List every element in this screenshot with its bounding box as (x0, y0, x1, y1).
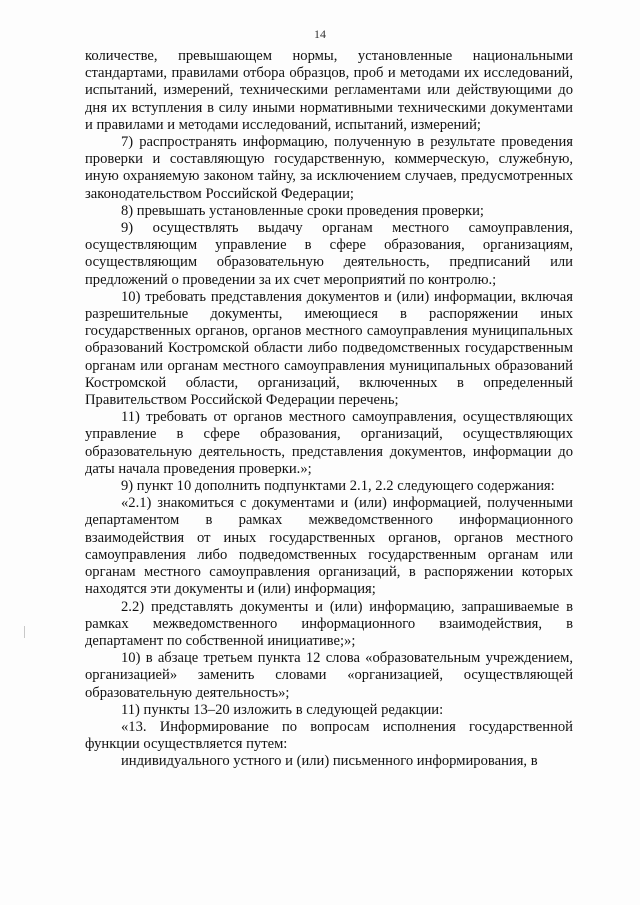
page-number: 14 (314, 27, 326, 41)
paragraph: 10) требовать представления документов и (или) информации, включая разрешительные документы, имеющиеся в распоряжении иных государственных органов, органов местного самоуправления муниципальных образований Костромской области либо подведомственных государственным органам или органам местного самоуправления муниципальных образований Костромской области, организаций, включенных в определенный Правительством Российской Федерации перечень; (85, 288, 573, 409)
paragraph: 8) превышать установленные сроки проведения проверки; (121, 202, 484, 219)
paragraph: 11) требовать от органов местного самоуправления, осуществляющих управление в сфере образования, организаций, осуществляющих образовательную деятельность, представления документов, информации до даты начала проведения проверки.»; (85, 409, 573, 477)
paragraph: 9) осуществлять выдачу органам местного самоуправления, осуществляющим управление в сфере образования, организациям, осуществляющим образовательную деятельность, предписаний или предложений о проведении за их счет мероприятий по контролю.; (85, 220, 573, 288)
paragraph: индивидуального устного и (или) письменного информирования, в (121, 753, 538, 770)
paragraph: 11) пункты 13–20 изложить в следующей редакции: (121, 701, 444, 718)
paragraph: количестве, превышающем нормы, установленные национальными стандартами, правилами отбора образцов, проб и методами их исследований, испытаний, измерений, техническими регламентами или действующими до дня их вступления в силу иными нормативными техническими документами и правилами и методами исследований, испытаний, измерений; (85, 48, 573, 133)
document-body (85, 48, 573, 771)
paragraph: 10) в абзаце третьем пункта 12 слова «образовательным учреждением, организацией» заменить словами «организацией, осуществляющей образовательную деятельность»; (85, 650, 573, 701)
paragraph: «2.1) знакомиться с документами и (или) информацией, полученными департаментом в рамках межведомственного информационного взаимодействия от иных государственных органов, органов местного самоуправления либо подведомственных государственным органам или органам местного самоуправления организаций, в распоряжении которых находятся эти документы и (или) информация; (85, 495, 573, 598)
margin-mark (24, 626, 25, 638)
paragraph: 7) распространять информацию, полученную в результате проведения проверки и составляющую государственную, коммерческую, служебную, иную охраняемую законом тайну, за исключением случаев, предусмотренных законодательством Российской Федерации; (85, 134, 573, 202)
paragraph: 9) пункт 10 дополнить подпунктами 2.1, 2.2 следующего содержания: (121, 478, 555, 495)
paragraph: 2.2) представлять документы и (или) информацию, запрашиваемые в рамках межведомственного информационного взаимодействия, в департамент по собственной инициативе;»; (85, 598, 573, 649)
paragraph: «13. Информирование по вопросам исполнения государственной функции осуществляется путем: (85, 718, 573, 753)
